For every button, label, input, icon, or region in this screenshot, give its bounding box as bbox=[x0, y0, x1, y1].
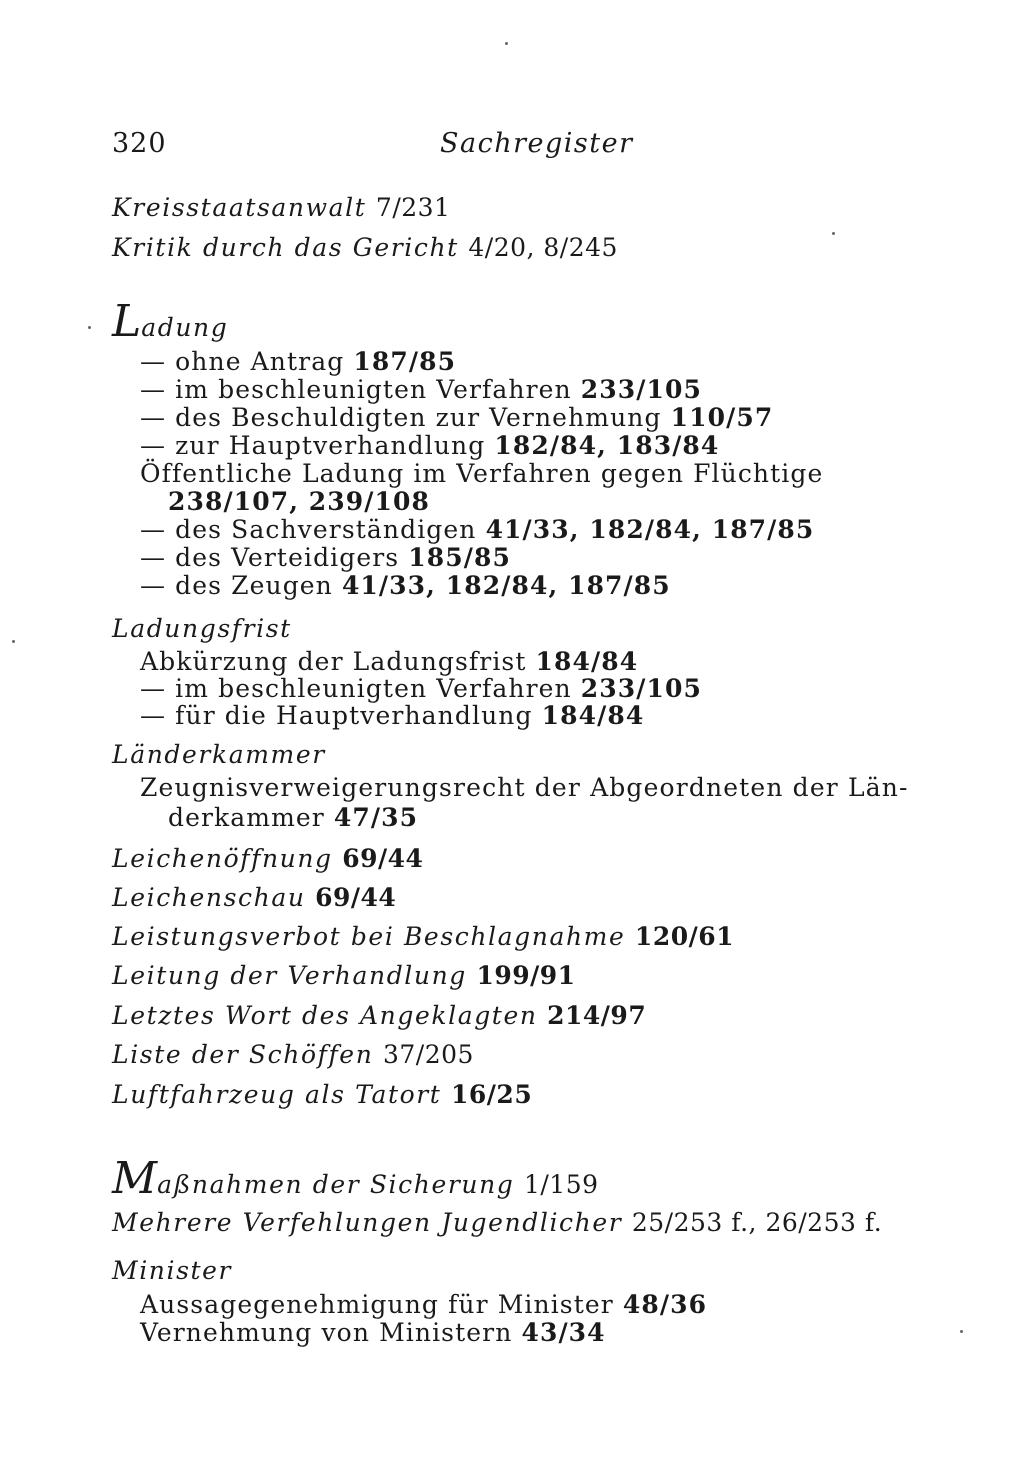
entry-refs: 48/36 bbox=[622, 1290, 708, 1319]
index-entry bbox=[112, 1080, 532, 1109]
sub-entry-text: — im beschleunigten Verfahren bbox=[140, 375, 572, 404]
sub-entry-text: — ohne Antrag bbox=[140, 347, 345, 376]
index-entry bbox=[112, 1040, 474, 1069]
entry-refs: 233/105 bbox=[580, 375, 702, 404]
entry-refs: 110/57 bbox=[670, 403, 774, 432]
entry-term: Letztes Wort des Angeklagten bbox=[112, 1001, 538, 1030]
sub-entry-text: — zur Hauptverhandlung bbox=[140, 431, 486, 460]
index-entry bbox=[112, 1256, 232, 1285]
entry-refs: 120/61 bbox=[634, 922, 735, 951]
entry-term: Leitung der Verhandlung bbox=[112, 961, 467, 990]
index-entry bbox=[112, 233, 618, 262]
scan-speck bbox=[505, 42, 508, 45]
section-heading-massnahmen bbox=[112, 1153, 599, 1204]
entry-refs: 238/107, 239/108 bbox=[168, 487, 431, 516]
index-entry bbox=[112, 883, 396, 912]
sub-entry bbox=[140, 431, 719, 460]
entry-refs: 16/25 bbox=[451, 1080, 533, 1109]
entry-refs: 7/231 bbox=[375, 193, 451, 222]
entry-refs: 47/35 bbox=[333, 803, 419, 832]
entry-refs: 185/85 bbox=[408, 543, 512, 572]
sub-entry bbox=[140, 1318, 606, 1347]
entry-refs: 4/20, 8/245 bbox=[468, 233, 618, 262]
sub-entry-text: — des Sachverständigen bbox=[140, 515, 477, 544]
section-heading-rest: adung bbox=[141, 313, 229, 342]
scan-speck bbox=[88, 326, 91, 329]
sub-entry-text: Vernehmung von Ministern bbox=[140, 1318, 513, 1347]
index-entry bbox=[112, 922, 734, 951]
sub-entry-text: — im beschleunigten Verfahren bbox=[140, 674, 572, 703]
entry-refs: 37/205 bbox=[382, 1040, 474, 1069]
entry-term: Luftfahrzeug als Tatort bbox=[112, 1080, 442, 1109]
sub-entry-text: — für die Hauptverhandlung bbox=[140, 701, 533, 730]
sub-entry bbox=[140, 543, 511, 572]
page-number: 320 bbox=[112, 128, 167, 159]
section-initial: M bbox=[112, 1153, 158, 1204]
sub-entry-text: Aussagegenehmigung für Minister bbox=[140, 1290, 614, 1319]
sub-entry bbox=[140, 515, 814, 544]
entry-term: Minister bbox=[112, 1256, 233, 1285]
index-entry bbox=[112, 844, 423, 873]
sub-entry-text: Öffentliche Ladung im Verfahren gegen Flüchtige bbox=[140, 459, 824, 488]
sub-entry bbox=[140, 375, 702, 404]
entry-refs: 69/44 bbox=[342, 844, 424, 873]
entry-term: Leistungsverbot bei Beschlagnahme bbox=[112, 922, 626, 951]
sub-entry bbox=[140, 647, 638, 676]
entry-term: Mehrere Verfehlungen Jugendlicher bbox=[112, 1208, 623, 1237]
section-heading-ladung bbox=[112, 296, 228, 347]
entry-term: Länderkammer bbox=[112, 740, 326, 769]
sub-entry bbox=[140, 459, 823, 488]
running-header: Sachregister bbox=[440, 128, 634, 159]
sub-entry-text: Zeugnisverweigerungsrecht der Abgeordneten der Län- bbox=[140, 773, 909, 802]
index-entry bbox=[112, 614, 292, 643]
scan-speck bbox=[832, 232, 835, 235]
sub-entry bbox=[140, 571, 671, 600]
section-initial: L bbox=[112, 296, 142, 347]
sub-entry-continuation bbox=[168, 487, 430, 516]
sub-entry bbox=[140, 1290, 707, 1319]
scan-speck bbox=[12, 640, 15, 643]
entry-refs: 187/85 bbox=[353, 347, 457, 376]
sub-entry bbox=[140, 403, 773, 432]
sub-entry-text: — des Beschuldigten zur Vernehmung bbox=[140, 403, 662, 432]
section-heading-rest: aßnahmen der Sicherung bbox=[157, 1170, 515, 1199]
index-entry bbox=[112, 1208, 882, 1237]
entry-refs: 214/97 bbox=[547, 1001, 647, 1030]
entry-refs: 184/84 bbox=[535, 647, 639, 676]
sub-entry bbox=[140, 773, 909, 802]
sub-entry bbox=[140, 347, 456, 376]
entry-term: Ladungsfrist bbox=[112, 614, 292, 643]
entry-refs: 43/34 bbox=[521, 1318, 606, 1347]
entry-refs: 1/159 bbox=[523, 1170, 599, 1199]
sub-entry-text: — des Zeugen bbox=[140, 571, 333, 600]
index-entry bbox=[112, 740, 326, 769]
index-entry bbox=[112, 1001, 646, 1030]
sub-entry-text: — des Verteidigers bbox=[140, 543, 400, 572]
entry-term: Liste der Schöffen bbox=[112, 1040, 374, 1069]
entry-term: Kreisstaatsanwalt bbox=[112, 193, 367, 222]
entry-refs: 41/33, 182/84, 187/85 bbox=[485, 515, 815, 544]
entry-refs: 233/105 bbox=[580, 674, 702, 703]
sub-entry-continuation bbox=[168, 803, 418, 832]
entry-refs: 182/84, 183/84 bbox=[494, 431, 720, 460]
entry-refs: 41/33, 182/84, 187/85 bbox=[341, 571, 671, 600]
sub-entry bbox=[140, 701, 644, 730]
scan-speck bbox=[960, 1330, 963, 1333]
entry-refs: 69/44 bbox=[315, 883, 397, 912]
entry-term: Leichenschau bbox=[112, 883, 306, 912]
sub-entry bbox=[140, 674, 702, 703]
entry-term: Leichenöffnung bbox=[112, 844, 333, 873]
entry-refs: 25/253 f., 26/253 f. bbox=[631, 1208, 883, 1237]
entry-term: Kritik durch das Gericht bbox=[112, 233, 459, 262]
entry-refs: 199/91 bbox=[476, 961, 576, 990]
index-entry bbox=[112, 193, 450, 222]
sub-entry-text: derkammer bbox=[168, 803, 325, 832]
entry-refs: 184/84 bbox=[541, 701, 645, 730]
index-entry bbox=[112, 961, 576, 990]
sub-entry-text: Abkürzung der Ladungsfrist bbox=[140, 647, 527, 676]
